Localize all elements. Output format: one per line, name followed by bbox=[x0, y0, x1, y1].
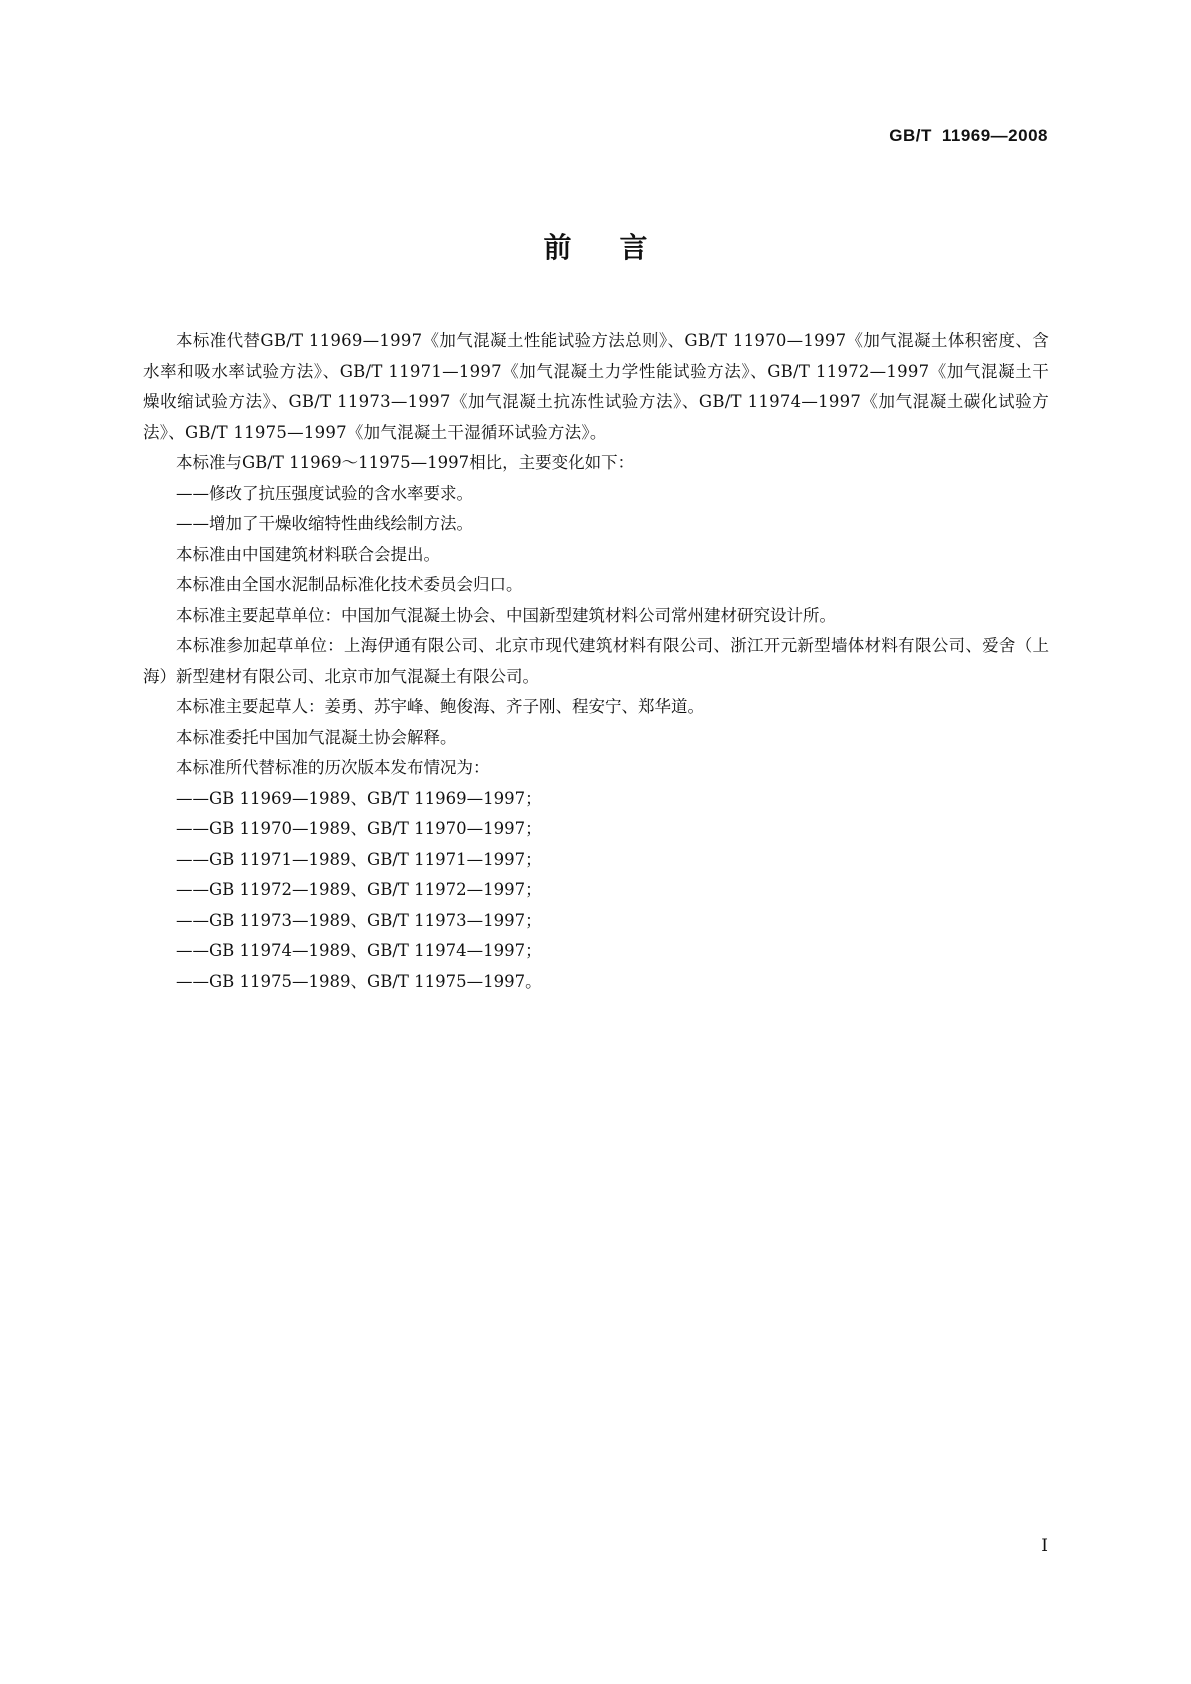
standard-prefix: GB/T bbox=[889, 126, 932, 145]
paragraph-proposer: 本标准由中国建筑材料联合会提出。 bbox=[176, 544, 440, 564]
list-item-edition: ——GB 11975—1989、GB/T 11975—1997。 bbox=[176, 971, 542, 991]
paragraph-previous-editions: 本标准所代替标准的历次版本发布情况为： bbox=[176, 758, 490, 777]
paragraph-interpretation: 本标准委托中国加气混凝土协会解释。 bbox=[176, 727, 457, 747]
paragraph-main-drafters: 本标准主要起草人：姜勇、苏宇峰、鲍俊海、齐子刚、程安宁、郑华道。 bbox=[176, 697, 704, 716]
page-number: I bbox=[1041, 1536, 1048, 1556]
list-item-change: ——修改了抗压强度试验的含水率要求。 bbox=[176, 483, 473, 503]
paragraph-participating-units: 本标准参加起草单位：上海伊通有限公司、北京市现代建筑材料有限公司、浙江开元新型墙体材料有限公司、爱舍（上海）新型建材有限公司、北京市加气混凝土有限公司。 bbox=[143, 636, 1049, 686]
standard-code-header bbox=[889, 126, 1048, 146]
paragraph-main-drafting-units: 本标准主要起草单位：中国加气混凝土协会、中国新型建筑材料公司常州建材研究设计所。 bbox=[176, 605, 836, 625]
list-item-edition: ——GB 11969—1989、GB/T 11969—1997； bbox=[176, 788, 542, 808]
paragraph-centralized-by: 本标准由全国水泥制品标准化技术委员会归口。 bbox=[176, 575, 523, 594]
page-title: 前言 bbox=[543, 231, 696, 264]
foreword-body bbox=[143, 326, 1049, 997]
list-item-edition: ——GB 11972—1989、GB/T 11972—1997； bbox=[176, 880, 542, 899]
paragraph-main-changes: 本标准与GB/T 11969～11975—1997相比，主要变化如下： bbox=[176, 453, 635, 472]
paragraph-replaced-standards: 本标准代替GB/T 11969—1997《加气混凝土性能试验方法总则》、GB/T 11970—1997《加气混凝土体积密度、含水率和吸水率试验方法》、GB/T 11971—1997《加气混凝土力学性能试验方法》、GB/T 11972—1997《加气混凝土干燥收缩试验方法》、GB/T 11973—1997《加气混凝土抗冻性试验方法》、GB/T 11974—1997《加气混凝土碳化试验方法》、GB/T 11975—1997《加气混凝土干湿循环试验方法》。 bbox=[143, 331, 1049, 442]
list-item-edition: ——GB 11974—1989、GB/T 11974—1997； bbox=[176, 941, 542, 960]
list-item-edition: ——GB 11970—1989、GB/T 11970—1997； bbox=[176, 819, 542, 838]
list-item-edition: ——GB 11973—1989、GB/T 11973—1997； bbox=[176, 910, 542, 930]
list-item-change: ——增加了干燥收缩特性曲线绘制方法。 bbox=[176, 514, 473, 533]
list-item-edition: ——GB 11971—1989、GB/T 11971—1997； bbox=[176, 849, 542, 869]
standard-number: 11969—2008 bbox=[941, 126, 1048, 145]
